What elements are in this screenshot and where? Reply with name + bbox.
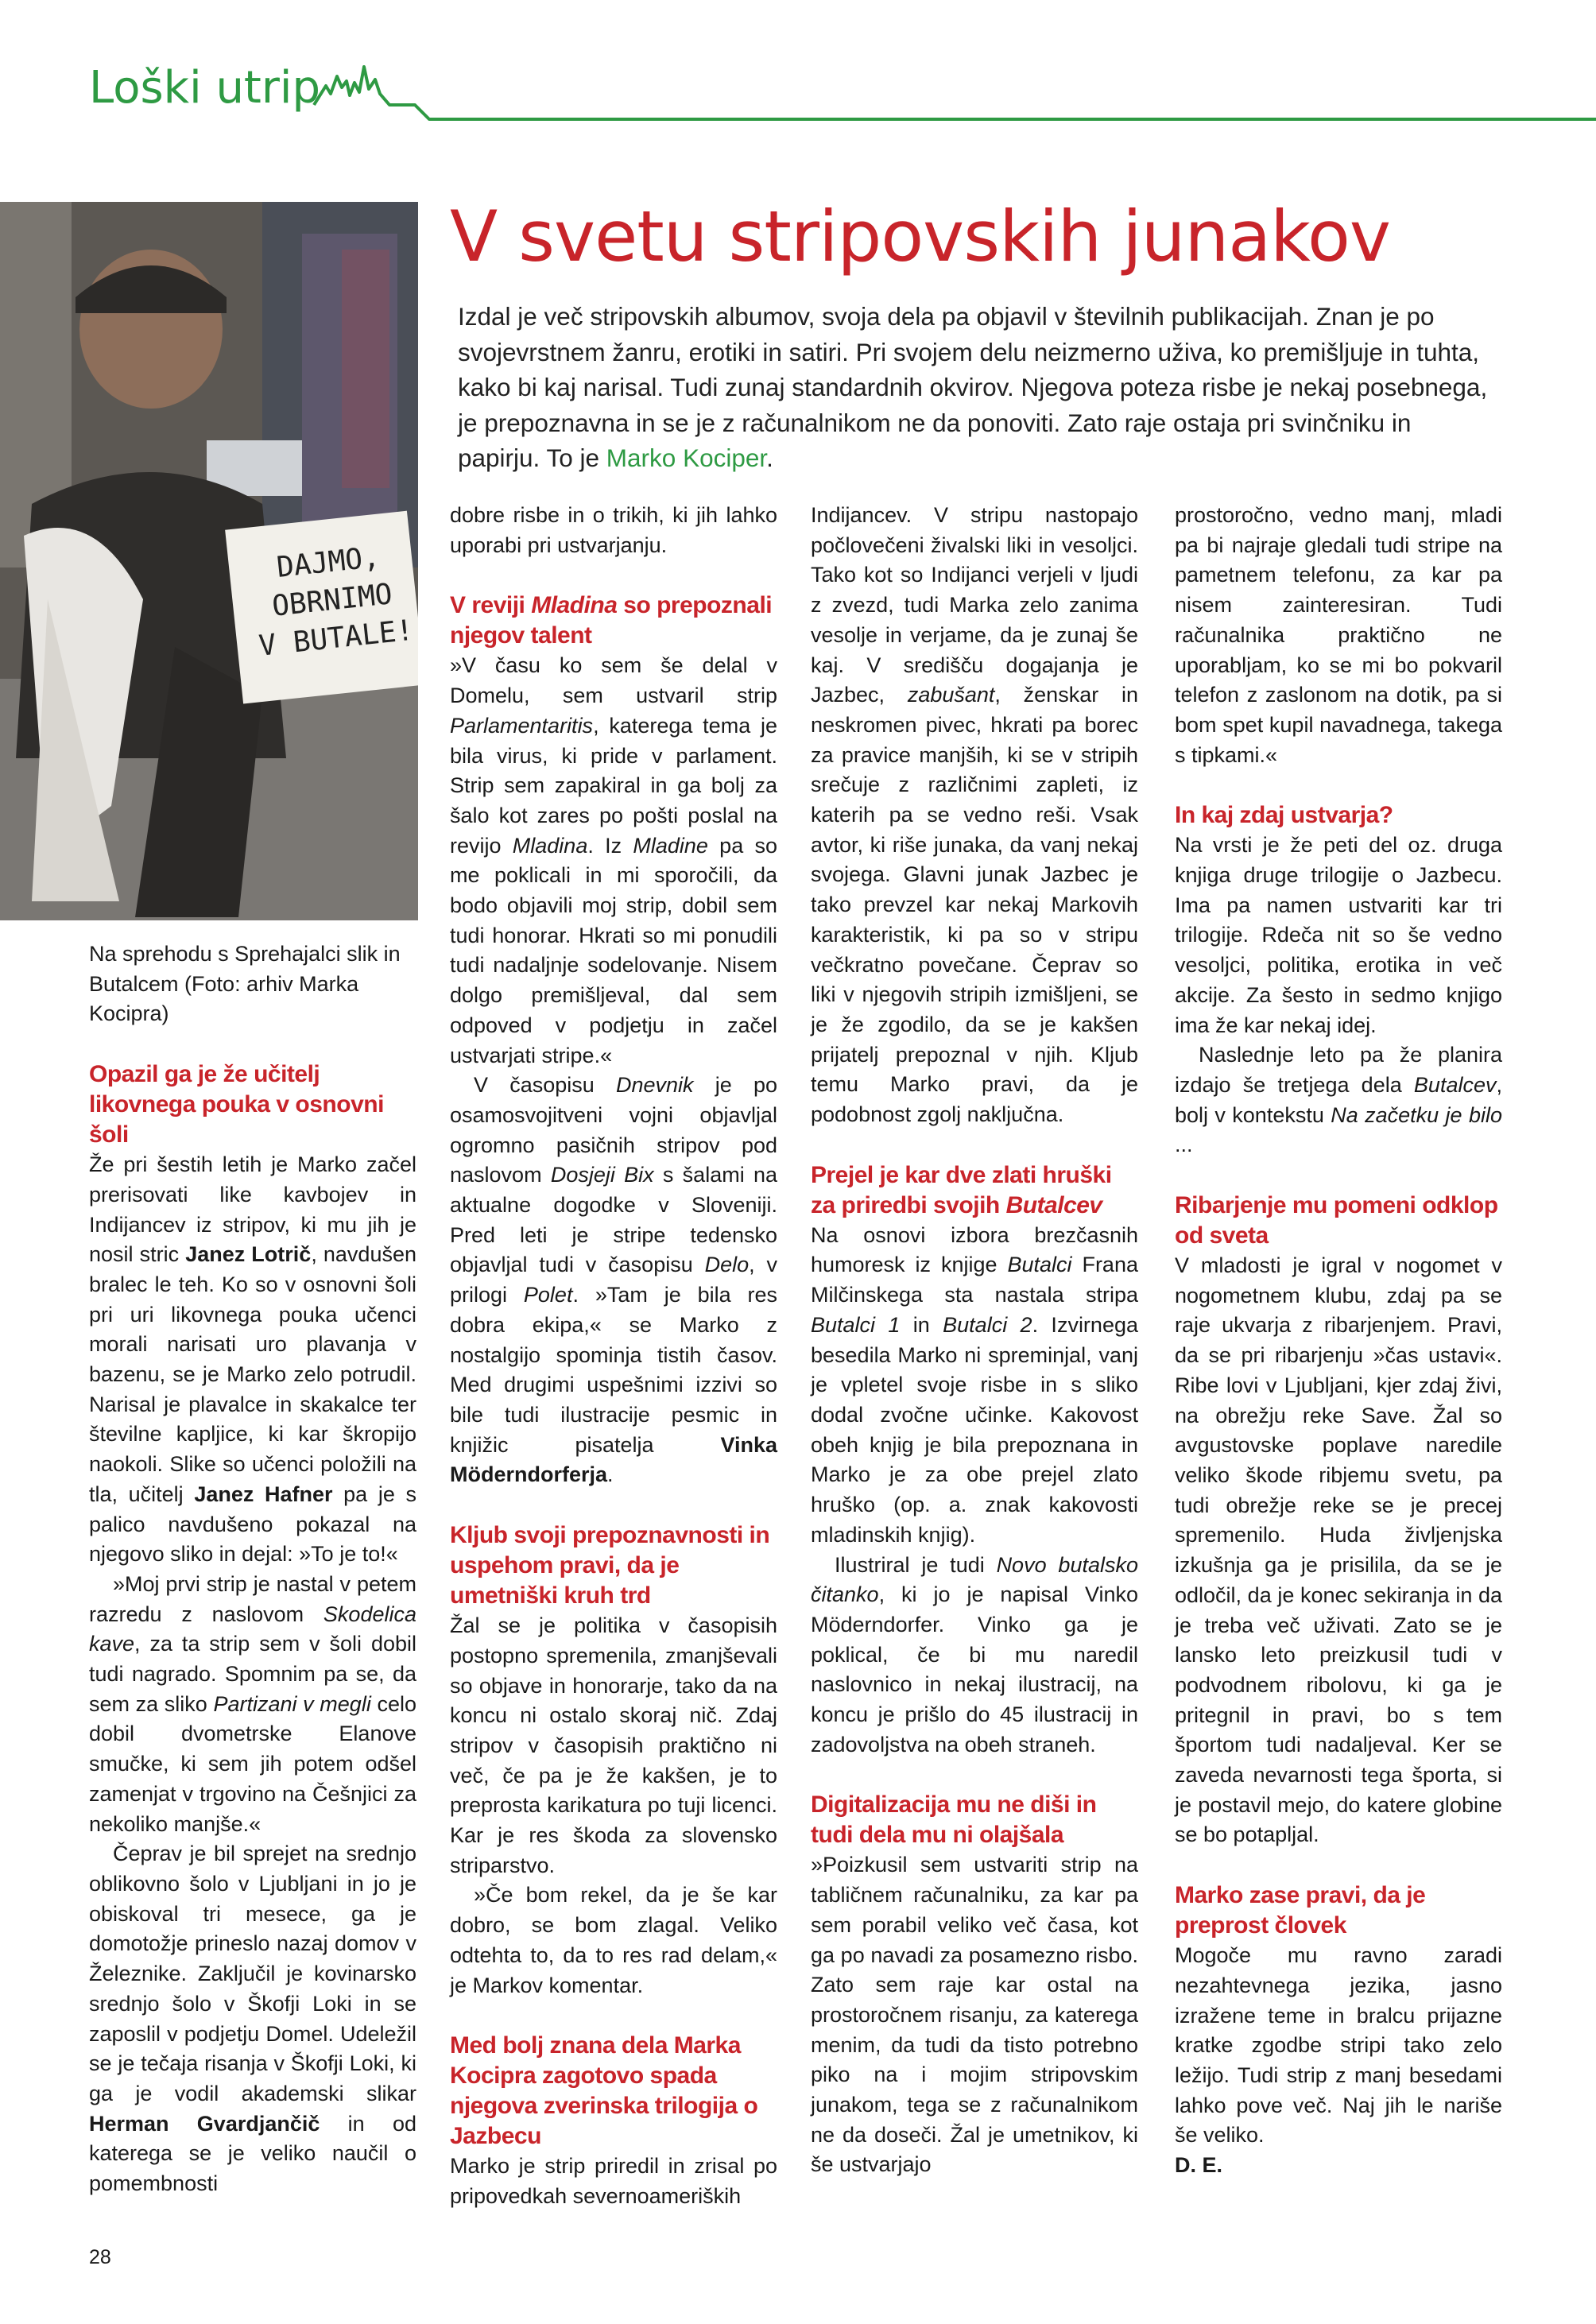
paragraph: »Poizkusil sem ustvariti strip na tabličnem računalniku, za kar pa sem porabil veliko več časa, kot ga po navadi za posamezno risbo. Zato sem raje kar ostal na prostoročnem risanju, za katerega menim, da tudi da tisto potrebno piko na i mojim stripovskim junakom, tega se z računalnikom ne da doseči. Žal je umetnikov, ki še ustvarjajo bbox=[811, 1853, 1138, 2177]
section-heading: Marko zase pravi, da je preprost človek bbox=[1175, 1882, 1426, 1939]
article-lead: Izdal je več stripovskih albumov, svoja dela pa objavil v številnih publikacijah. Znan je po svojevrstnem žanru, erotiki in satiri. Pri svojem delu neizmerno uživa, ko premišljuje in tuhta, kako bi kaj narisal. Tudi zunaj standardnih okvirov. Njegova poteza risbe je nekaj posebnega, je prepoznavna in se je z računalnikom ne da ponoviti. Zato raje ostaja pri svinčniku in papirju. To je Marko Kociper. bbox=[458, 302, 1488, 472]
column-3 bbox=[811, 501, 1138, 2180]
paragraph: Žal se je politika v časopisih postopno spremenila, zmanjševali so objave in honorarje, tako da na koncu ni ostalo skoraj nič. Zdaj stripov v časopisih praktično ni več, če pa je že kakšen, je to preprosta karikatura po tuji licenci. Kar je res škoda za slovensko striparstvo. bbox=[450, 1613, 777, 1877]
sign-line-1: DAJMO, bbox=[275, 540, 382, 584]
section-heading: Ribarjenje mu pomeni odklop od sveta bbox=[1175, 1192, 1498, 1249]
paragraph: Indijancev. V stripu nastopajo počlovečeni živalski liki in vesoljci. Tako kot so Indijanci verjeli v ljudi z zvezd, tudi Marka zelo zanima vesolje in verjame, da je zunaj še kaj. V središču dogajanja je Jazbec, zabušant, ženskar in neskromen pivec, hkrati pa borec za pravice manjših, ki se v stripih srečuje z različnimi zapleti, iz katerih pa se vedno reši. Vsak avtor, ki riše junaka, da vanj nekaj svojega. Glavni junak Jazbec je tako prevzel kar nekaj Markovih karakteristik, ki pa so v stripu večkratno povečane. Čeprav so liki v njegovih stripih izmišljeni, se je že zgodilo, da se je kakšen prijatelj prepoznal v njih. Kljub temu Marko pravi, da je podobnost zgolj naključna. bbox=[811, 503, 1138, 1127]
portrait-photo bbox=[0, 202, 418, 920]
paragraph: dobre risbe in o trikih, ki jih lahko uporabi pri ustvarjanju. bbox=[450, 503, 777, 557]
section-heading: Opazil ga je že učitelj likovnega pouka v osnovni šoli bbox=[89, 1061, 384, 1148]
section-heading: Med bolj znana dela Marka Kocipra zagotovo spada njegova zverinska trilogija o Jazbecu bbox=[450, 2032, 758, 2150]
section-heading: Digitalizacija mu ne diši in tudi dela mu ni olajšala bbox=[811, 1791, 1097, 1849]
sign-text bbox=[247, 536, 417, 666]
paragraph: »Moj prvi strip je nastal v petem razredu z naslovom Skodelica kave, za ta strip sem v šoli dobil tudi nagrado. Spomnim pa se, da sem za sliko Partizani v megli celo dobil dvometrske Elanove smučke, ki sem jih potem odšel zamenjat v trgovino na Češnjici za nekoliko manjše.« bbox=[89, 1571, 416, 1836]
section-heading: In kaj zdaj ustvarja? bbox=[1175, 802, 1393, 829]
paragraph: »Če bom rekel, da je še kar dobro, se bom zlagal. Veliko odtehta to, da to res rad delam,« je Markov komentar. bbox=[450, 1883, 777, 1997]
paragraph: Čeprav je bil sprejet na srednjo oblikovno šolo v Ljubljani in jo je obiskoval tri mesece, ga je domotožje prineslo nazaj domov v Železnike. Zaključil je kovinarsko srednjo šolo v Škofji Loki in se zaposlil v podjetju Domel. Udeležil se je tečaja risanja v Škofji Loki, ki ga je vodil akademski slikar Herman Gvardjančič in od katerega se je veliko naučil o pomembnosti bbox=[89, 1842, 416, 2196]
paragraph: »V času ko sem še delal v Domelu, sem ustvaril strip Parlamentaritis, katerega tema je bila virus, ki pride v parlament. Strip sem zapakiral in ga bolj za šalo kot zares po pošti poslal na revijo Mladina. Iz Mladine pa so me poklicali in mi sporočili, da bodo objavili moj strip, dobil sem tudi honorar. Hkrati so mi ponudili tudi nadaljnje sodelovanje. Nisem dolgo premišljeval, dal sem odpoved v podjetju in začel ustvarjati stripe.« bbox=[450, 653, 777, 1067]
sign-line-3: V BUTALE! bbox=[257, 614, 416, 663]
section-heading: Prejel je kar dve zlati hruški za priredbi svojih Butalcev bbox=[811, 1161, 1112, 1218]
lead-author-name: Marko Kociper bbox=[606, 443, 767, 472]
paragraph: Naslednje leto pa že planira izdajo še tretjega dela Butalcev, bolj v kontekstu Na začetku je bilo ... bbox=[1175, 1043, 1502, 1157]
paragraph: Marko je strip priredil in zrisal po pripovedkah severnoameriških bbox=[450, 2154, 777, 2208]
column-2 bbox=[450, 501, 777, 2212]
masthead-title: Loški utrip bbox=[89, 62, 321, 114]
column-4 bbox=[1175, 501, 1502, 2181]
paragraph: prostoročno, vedno manj, mladi pa bi najraje gledali tudi stripe na pametnem telefonu, za kar pa nisem zainteresiran. Tudi računalnika praktično ne uporabljam, ko se mi bo pokvaril telefon z zaslonom na dotik, pa si bom spet kupil navadnega, takega s tipkami.« bbox=[1175, 503, 1502, 767]
section-heading: Kljub svoji prepoznavnosti in uspehom pravi, da je umetniški kruh trd bbox=[450, 1522, 770, 1609]
masthead bbox=[0, 0, 1596, 127]
paragraph: Že pri šestih letih je Marko začel prerisovati like kavbojev in Indijancev iz stripov, ki mu jih je nosil stric Janez Lotrič, navdušen bralec le teh. Ko so v osnovni šoli pri uri likovnega pouka učenci morali narisati uro plavanja v bazenu, se je Marko zelo potrudil. Narisal je plavalce in skakalce ter številne kapljice, ki kar škropijo naokoli. Slike so učenci položili na tla, učitelj Janez Hafner pa je s palico navdušeno pokazal na njegovo sliko in dejal: »To je to!« bbox=[89, 1152, 416, 1567]
column-1 bbox=[89, 939, 416, 2199]
lead-text: Izdal je več stripovskih albumov, svoja dela pa objavil v številnih publikacijah. Znan je po svojevrstnem žanru, erotiki in satiri. Pri svojem delu neizmerno uživa, ko premišljuje in tuhta, kako bi kaj narisal. Tudi zunaj standardnih okvirov. Njegova poteza risbe je nekaj posebnega, je prepoznavna in se je z računalnikom ne da ponoviti. Zato raje ostaja pri svinčniku in papirju. To je bbox=[458, 302, 1488, 472]
paragraph: Ilustriral je tudi Novo butalsko čitanko, ki jo je napisal Vinko Möderndorfer. Vinko ga je poklical, če bi mu naredil naslovnico in nekaj ilustracij, na koncu je prišlo do 45 ilustracij in zadovoljstva na obeh straneh. bbox=[811, 1552, 1138, 1757]
paragraph: V časopisu Dnevnik je po osamosvojitveni vojni objavljal ogromno pasičnih stripov pod naslovom Dosjeji Bix s šalami na aktualne dogodke v Sloveniji. Pred leti je stripe tedensko objavljal tudi v časopisu Delo, v prilogi Polet. »Tam je bila res dobra ekipa,« se Marko z nostalgijo spominja tistih časov. Med drugimi uspešnimi izzivi so bile tudi ilustracije pesmic in knjižic pisatelja Vinka Möderndorferja. bbox=[450, 1073, 777, 1487]
paragraph: V mladosti je igral v nogomet v nogometnem klubu, zdaj pa se raje ukvarja z ribarjenjem. Pravi, da se pri ribarjenju »čas ustavi«. Ribe lovi v Ljubljani, kjer zdaj živi, na obrežju reke Save. Žal so avgustovske poplave naredile veliko škode ribjemu svetu, pa tudi obrežje reke se je precej spremenilo. Huda življenjska izkušnja ga je prisilila, da se je odločil, da je konec sekiranja in da je treba več uživati. Zato se je lansko leto preizkusil tudi v podvodnem ribolovu, ki ga je pritegnil in pravi, bo s tem športom tudi nadaljeval. Ker se zaveda nevarnosti tega športa, si je postavil mejo, do katere globine se bo potapljal. bbox=[1175, 1253, 1502, 1847]
sign-line-2: OBRNIMO bbox=[270, 578, 394, 623]
section-heading: V reviji Mladina so prepoznali njegov talent bbox=[450, 592, 773, 649]
paragraph: Na osnovi izbora brezčasnih humoresk iz knjige Butalci Frana Milčinskega sta nastala stripa Butalci 1 in Butalci 2. Izvirnega besedila Marko ni spreminjal, vanj je vpletel svoje risbe in s sliko dodal zvočne učinke. Kakovost obeh knjig je bila prepoznana in Marko je za obe prejel zlato hruško (op. a. znak kakovosti mladinskih knjig). bbox=[811, 1222, 1138, 1547]
paragraph: Na vrsti je že peti del oz. druga knjiga druge trilogije o Jazbecu. Ima pa namen ustvariti kar tri trilogije. Rdeča nit so še vedno vesoljci, politika, erotika in več akcije. Za šesto in sedmo knjigo ima že kar nekaj idej. bbox=[1175, 833, 1502, 1037]
paragraph: Mogoče mu ravno zaradi nezahtevnega jezika, jasno izražene teme in bralcu prijazne kratke zgodbe stripi tako zelo ležijo. Tudi strip z manj besedami lahko pove več. Naj jih le nariše še veliko. bbox=[1175, 1943, 1502, 2148]
page-number: 28 bbox=[89, 2246, 111, 2268]
author-signature: D. E. bbox=[1175, 2153, 1223, 2178]
article-headline: V svetu stripovskih junakov bbox=[450, 196, 1390, 277]
photo-caption: Na sprehodu s Sprehajalci slik in Butalcem (Foto: arhiv Marka Kocipra) bbox=[89, 942, 401, 1026]
